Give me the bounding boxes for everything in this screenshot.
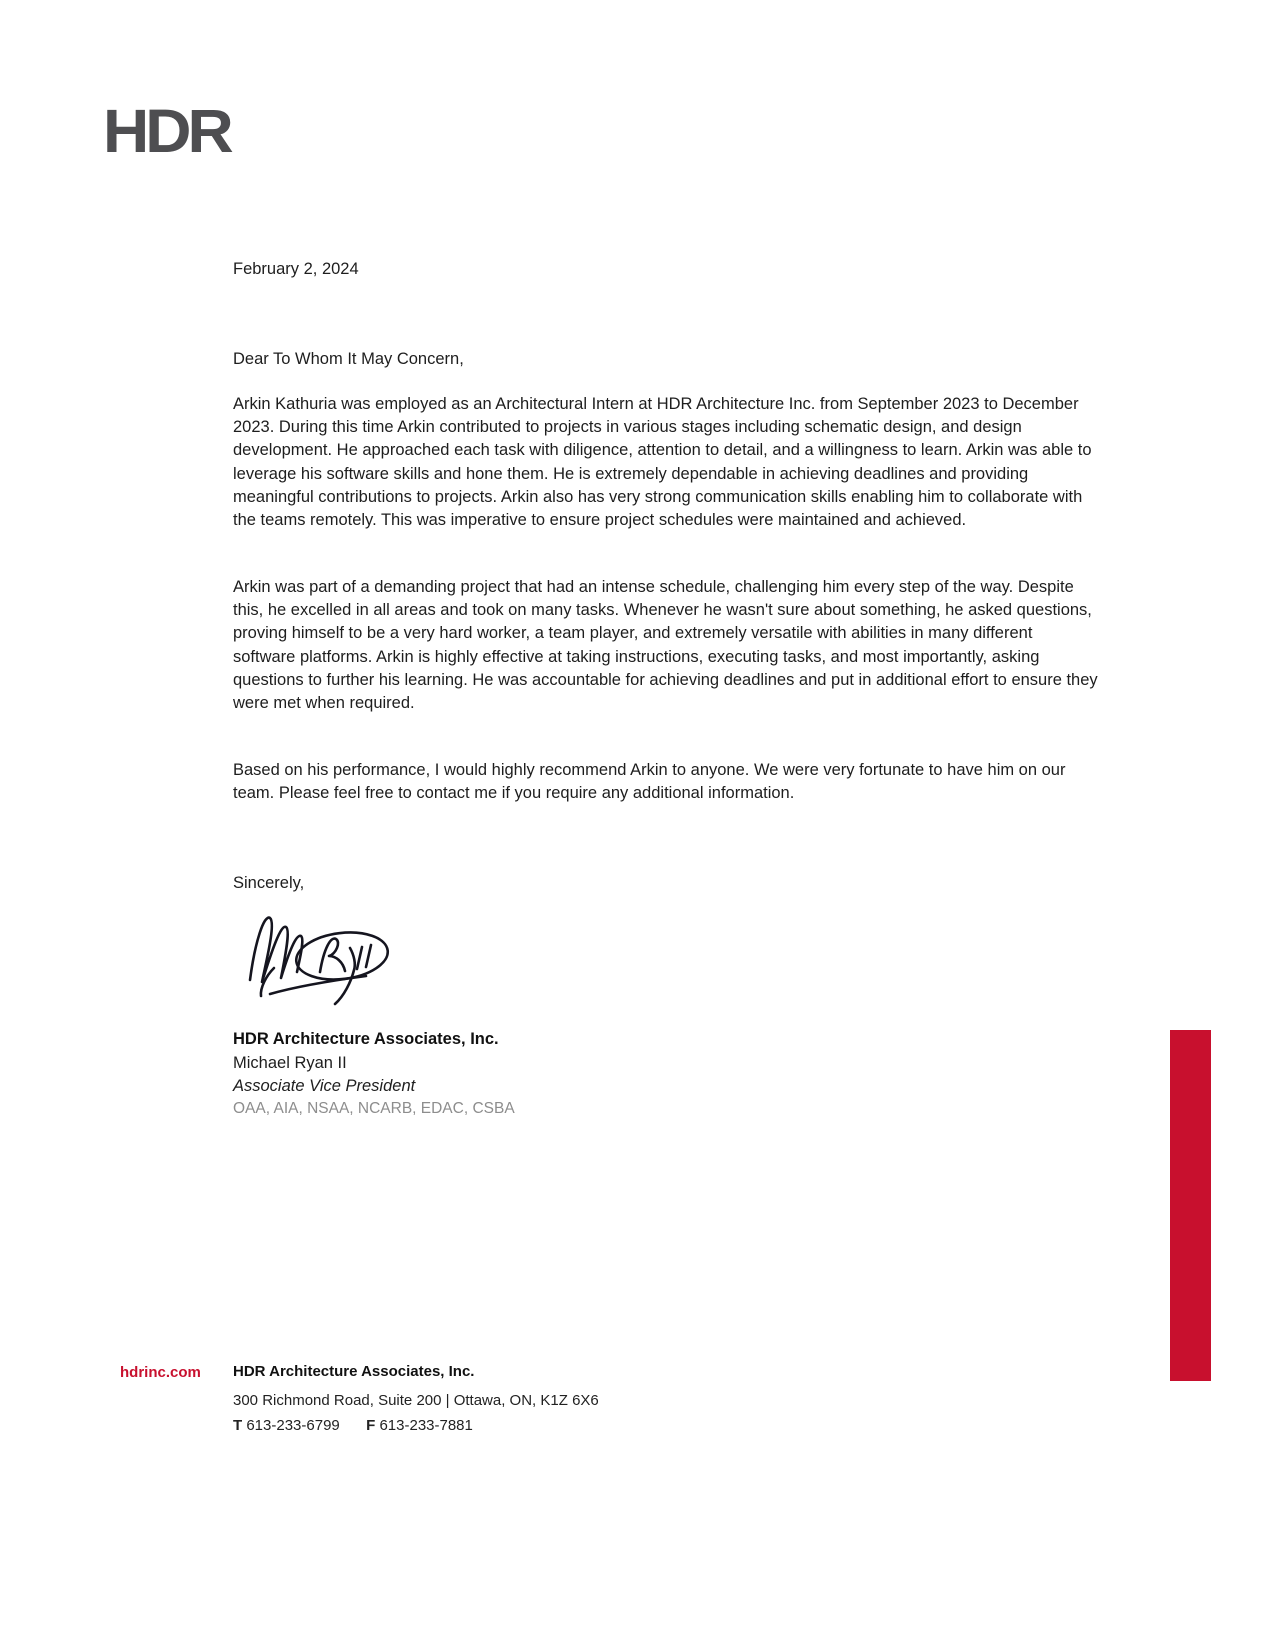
letter-paragraph-3: Based on his performance, I would highly recommend Arkin to anyone. We were very fortunate to have him on our team. Please feel free to contact me if you require any additional information. — [233, 761, 1066, 803]
signature-credentials: OAA, AIA, NSAA, NCARB, EDAC, CSBA — [233, 1100, 515, 1117]
phone-f-label: F — [366, 1417, 376, 1434]
footer-company: HDR Architecture Associates, Inc. — [233, 1363, 475, 1380]
letter-paragraph-2: Arkin was part of a demanding project that had an intense schedule, challenging him every step of the way. Despite this, he excelled in all areas and took on many tasks. Whenever he wasn't sure about something, he asked questions, proving himself to be a very hard worker, a team player, and extremely versatile with abilities in many different software platforms. Arkin is highly effective at taking instructions, executing tasks, and most importantly, asking questions to further his learning. He was accountable for achieving deadlines and put in additional effort to ensure they were met when required. — [233, 578, 1098, 713]
signature-image — [236, 898, 401, 1015]
phone-t-label: T — [233, 1417, 243, 1434]
footer-website: hdrinc.com — [120, 1364, 201, 1381]
letter-closing: Sincerely, — [233, 874, 305, 892]
signature-name: Michael Ryan II — [233, 1054, 347, 1072]
phone-t-number: 613-233-6799 — [246, 1417, 340, 1434]
letter-paragraph-1: Arkin Kathuria was employed as an Architectural Intern at HDR Architecture Inc. from September 2023 to December 2023. During this time Arkin contributed to projects in various stages including schematic design, and design development. He approached each task with diligence, attention to detail, and a willingness to learn. Arkin was able to leverage his software skills and hone them. He is extremely dependable in achieving deadlines and providing meaningful contributions to projects. Arkin also has very strong communication skills enabling him to collaborate with the teams remotely. This was imperative to ensure project schedules were maintained and achieved. — [233, 395, 1092, 530]
phone-f-number: 613-233-7881 — [379, 1417, 473, 1434]
brand-red-bar — [1170, 1030, 1211, 1381]
signature-title: Associate Vice President — [233, 1077, 416, 1095]
hdr-logo: HDR — [103, 96, 230, 166]
letter-salutation: Dear To Whom It May Concern, — [233, 350, 464, 368]
footer-address: 300 Richmond Road, Suite 200 | Ottawa, ON, K1Z 6X6 — [233, 1392, 599, 1409]
signature-company: HDR Architecture Associates, Inc. — [233, 1030, 499, 1048]
footer-phone — [233, 1417, 473, 1434]
letter-date: February 2, 2024 — [233, 260, 359, 278]
